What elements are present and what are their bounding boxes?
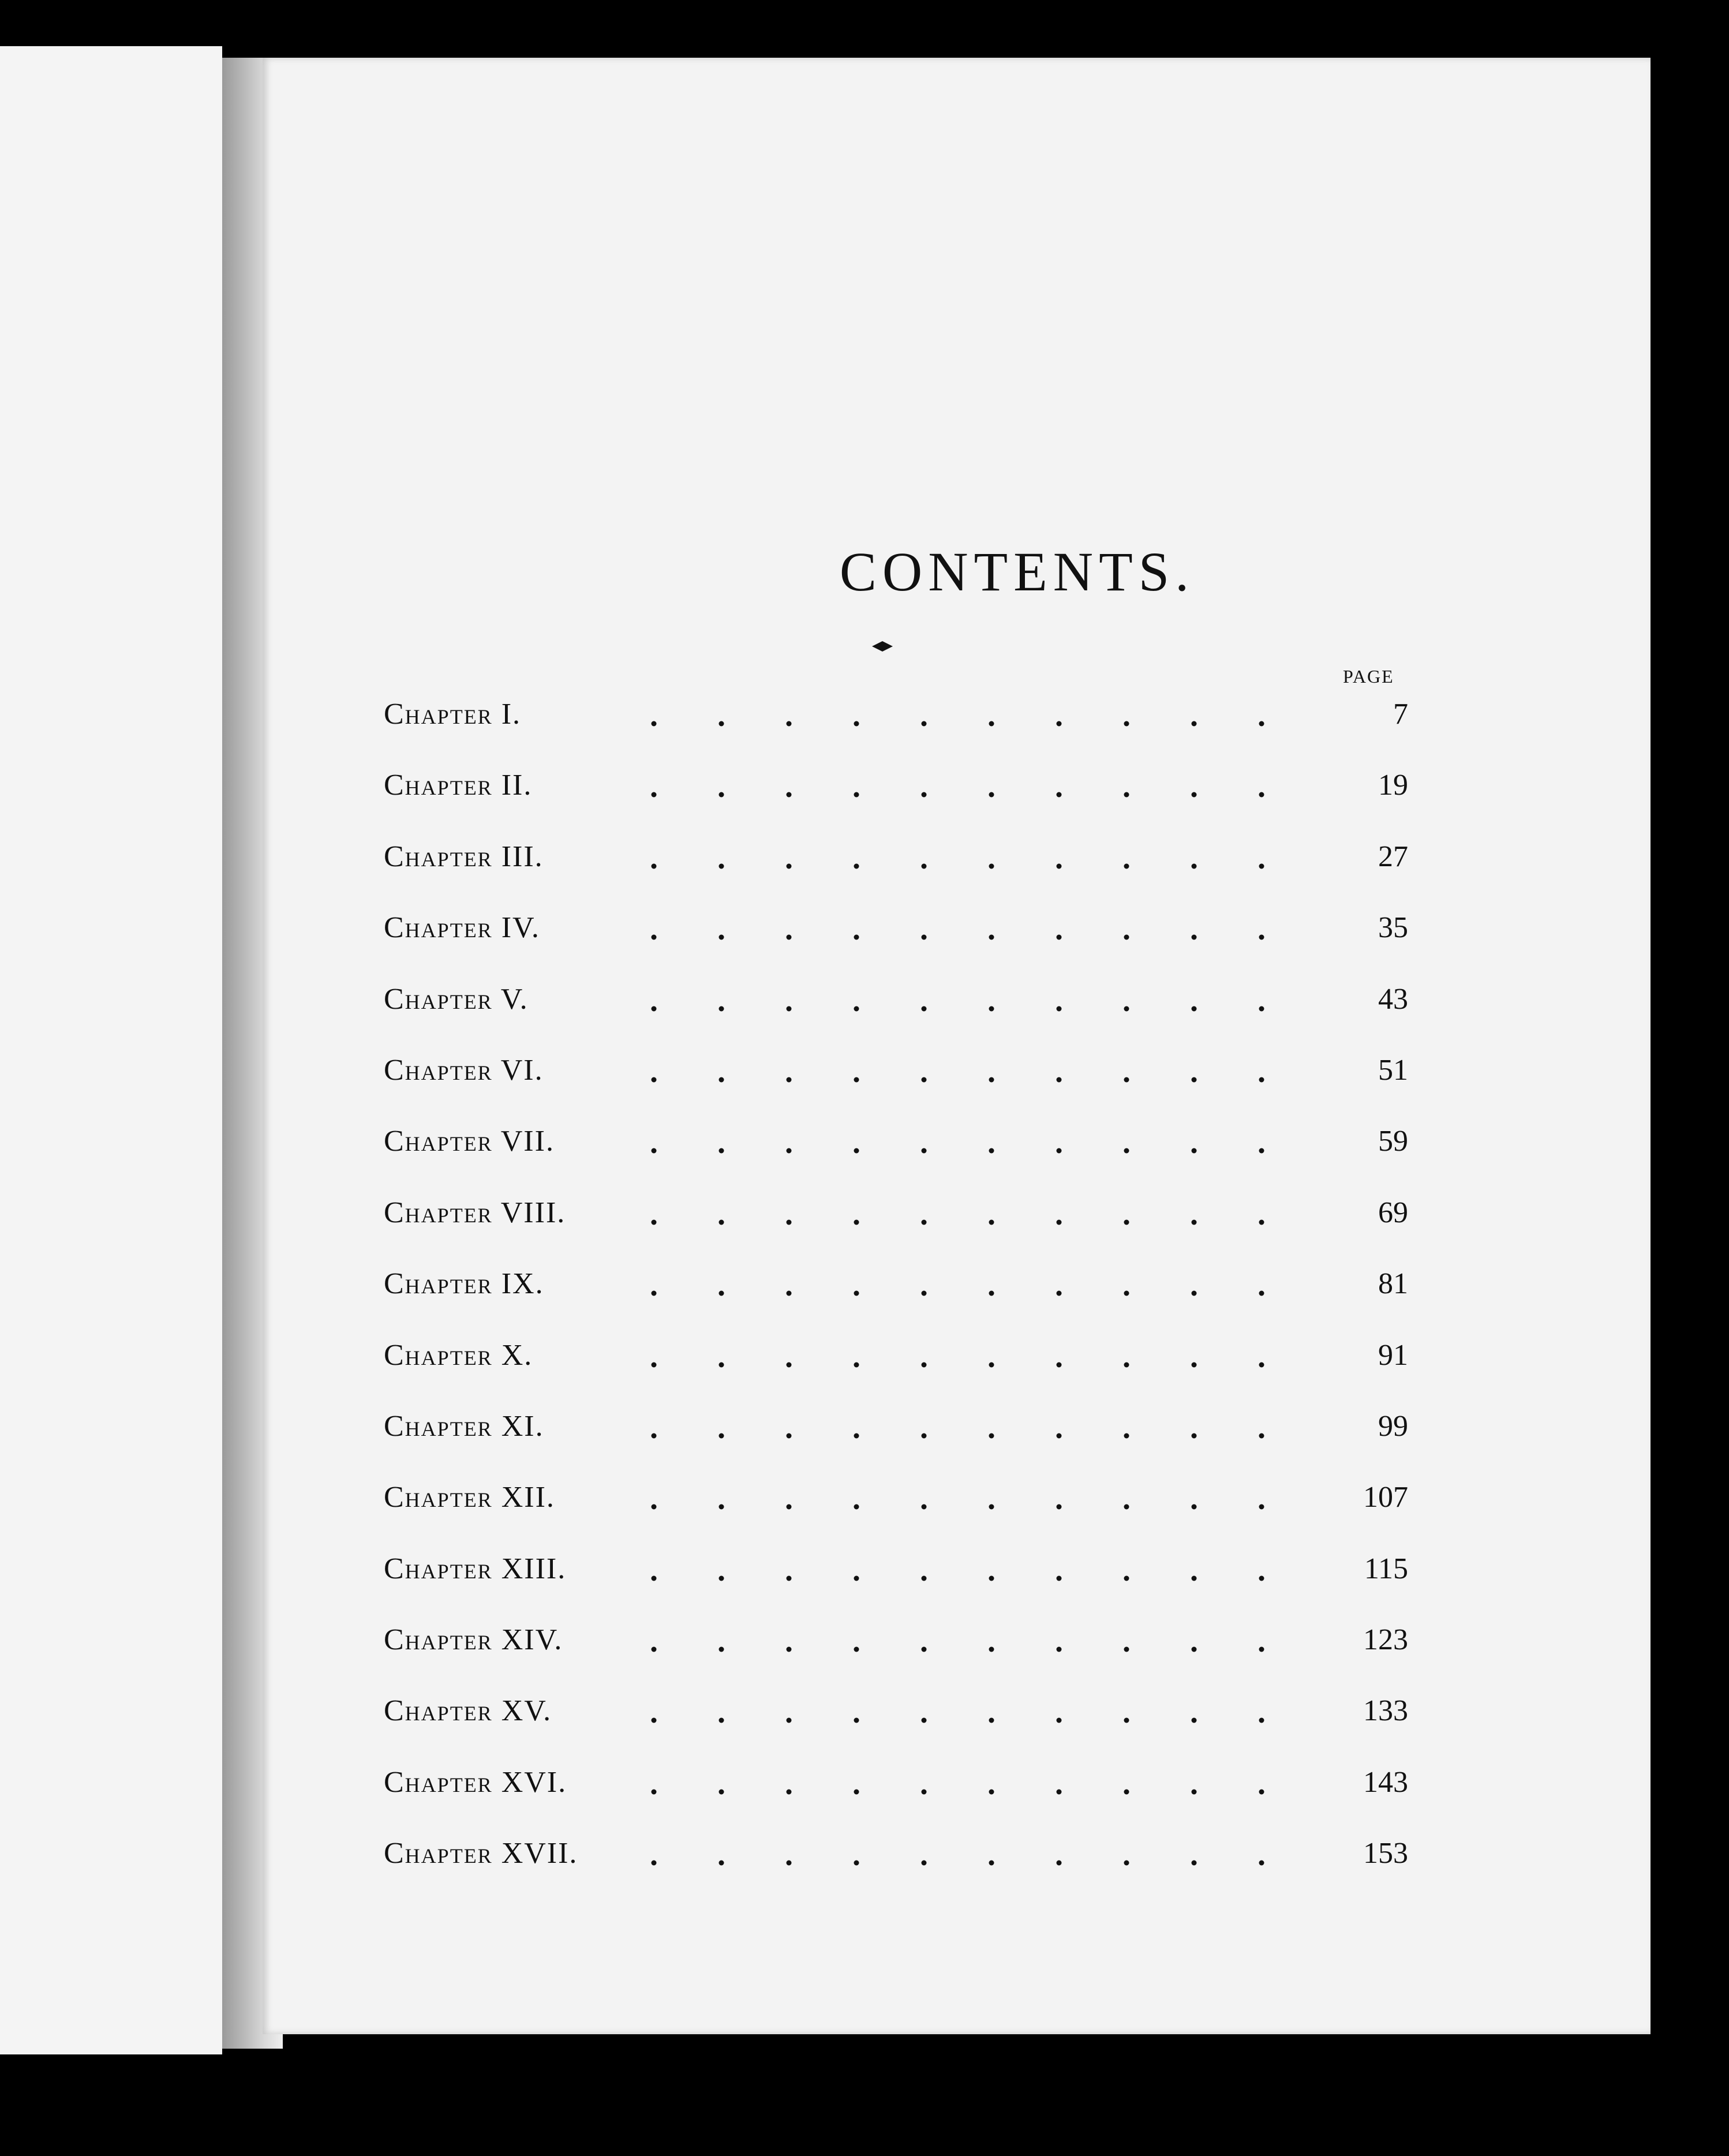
page-number: 91 [1378, 1338, 1408, 1372]
page-number: 19 [1378, 769, 1408, 802]
toc-entry [384, 1480, 1408, 1551]
chapter-title: Chapter XIV. [384, 1623, 563, 1657]
dot-leader [648, 1483, 1297, 1517]
diamond-ornament-icon [871, 639, 894, 653]
dot-leader [648, 913, 1297, 948]
dot-leader [648, 1696, 1297, 1731]
toc-entry [384, 982, 1408, 1053]
chapter-title: Chapter VIII. [384, 1196, 566, 1229]
dot-leader [648, 1198, 1297, 1233]
dot-leader [648, 1768, 1297, 1802]
dot-leader [648, 842, 1297, 877]
page-number: 143 [1363, 1765, 1408, 1799]
toc-entry [384, 1267, 1408, 1338]
page-number: 35 [1378, 911, 1408, 945]
chapter-title: Chapter XV. [384, 1694, 552, 1728]
page-number: 51 [1378, 1053, 1408, 1087]
page-number: 99 [1378, 1409, 1408, 1443]
chapter-title: Chapter IX. [384, 1267, 544, 1301]
contents-page [263, 58, 1651, 2034]
dot-leader [648, 699, 1297, 734]
page-number: 27 [1378, 840, 1408, 873]
chapter-title: Chapter XII. [384, 1481, 555, 1514]
chapter-title: Chapter VII. [384, 1125, 555, 1158]
chapter-title: Chapter II. [384, 769, 533, 802]
chapter-title: Chapter XI. [384, 1409, 544, 1443]
toc-entry [384, 911, 1408, 982]
toc-entry [384, 1409, 1408, 1480]
toc-entry [384, 697, 1408, 768]
dot-leader [648, 770, 1297, 805]
dot-leader [648, 1341, 1297, 1375]
page-number: 7 [1393, 698, 1408, 731]
dot-leader [648, 1625, 1297, 1660]
toc-entry [384, 1338, 1408, 1409]
page-number: 107 [1363, 1481, 1408, 1514]
page-number: 81 [1378, 1267, 1408, 1301]
dot-leader [648, 1839, 1297, 1873]
chapter-title: Chapter VI. [384, 1053, 544, 1087]
toc-entry [384, 1552, 1408, 1623]
toc-entry [384, 1053, 1408, 1124]
toc-entry [384, 1623, 1408, 1694]
dot-leader [648, 1269, 1297, 1304]
page-number: 133 [1363, 1694, 1408, 1728]
page-number: 43 [1378, 982, 1408, 1016]
toc-entry [384, 768, 1408, 839]
left-facing-page [0, 46, 222, 2054]
toc-entry [384, 1124, 1408, 1195]
chapter-title: Chapter III. [384, 840, 544, 873]
dot-leader [648, 1412, 1297, 1446]
page-number: 115 [1364, 1552, 1408, 1585]
chapter-title: Chapter V. [384, 982, 529, 1016]
toc-entry [384, 1196, 1408, 1267]
dot-leader [648, 1126, 1297, 1161]
dot-leader [648, 985, 1297, 1019]
toc-entry [384, 1694, 1408, 1765]
page-number: 123 [1363, 1623, 1408, 1657]
chapter-title: Chapter IV. [384, 911, 540, 945]
page-number: 59 [1378, 1125, 1408, 1158]
chapter-title: Chapter XVI. [384, 1765, 567, 1799]
page-title: CONTENTS. [839, 541, 1195, 602]
chapter-title: Chapter XVII. [384, 1837, 578, 1870]
toc-entry [384, 1765, 1408, 1836]
page-number: 69 [1378, 1196, 1408, 1229]
chapter-title: Chapter I. [384, 698, 522, 731]
chapter-title: Chapter XIII. [384, 1552, 567, 1585]
dot-leader [648, 1055, 1297, 1090]
toc-entry [384, 1836, 1408, 1907]
table-of-contents [384, 697, 1408, 1908]
page-column-label: PAGE [1343, 666, 1394, 687]
toc-entry [384, 840, 1408, 911]
page-number: 153 [1363, 1837, 1408, 1870]
chapter-title: Chapter X. [384, 1338, 533, 1372]
dot-leader [648, 1554, 1297, 1589]
